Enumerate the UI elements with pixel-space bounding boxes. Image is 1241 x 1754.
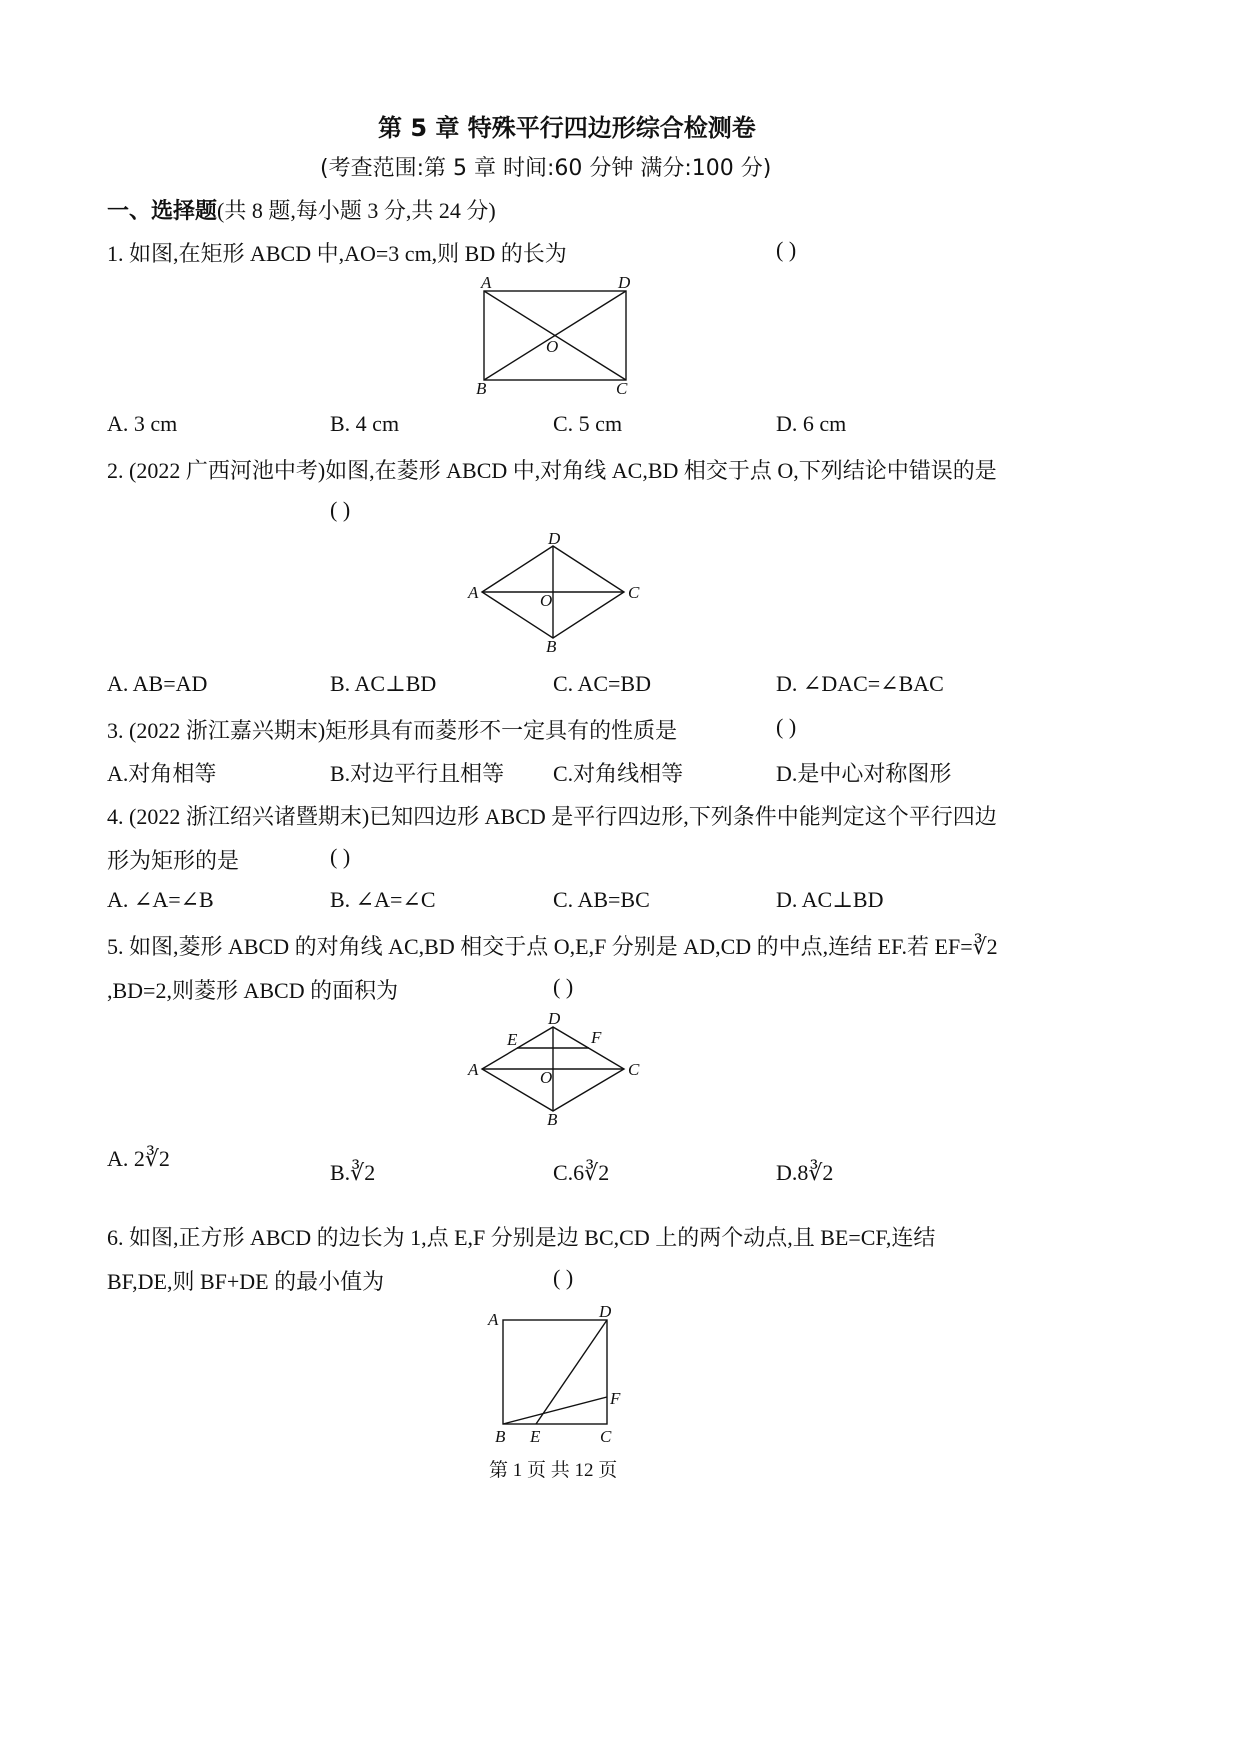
question-2-option-d: D. ∠DAC=∠BAC <box>776 671 944 696</box>
question-5-option-c: C.6∛2 <box>553 1160 610 1185</box>
question-5-option-b: B.∛2 <box>330 1160 376 1185</box>
label-o: O <box>540 1068 553 1087</box>
question-2-text: 2. (2022 广西河池中考)如图,在菱形 ABCD 中,对角线 AC,BD 相交于点 O,下列结论中错误的是 <box>107 458 997 483</box>
segment-bf <box>503 1397 607 1424</box>
question-5-text: 5. 如图,菱形 ABCD 的对角线 AC,BD 相交于点 O,E,F 分别是 AD,CD 的中点,连结 EF.若 EF=∛2 <box>107 934 998 959</box>
question-3-option-b: B.对边平行且相等 <box>330 761 505 786</box>
label-o: O <box>540 591 553 610</box>
label-d: D <box>548 1009 561 1028</box>
label-c: C <box>616 379 628 398</box>
question-5-option-d: D.8∛2 <box>776 1160 834 1185</box>
label-a: A <box>481 273 492 292</box>
question-3-text: 3. (2022 浙江嘉兴期末)矩形具有而菱形不一定具有的性质是 <box>107 718 678 743</box>
label-o: O <box>546 337 559 356</box>
question-1-figure <box>470 272 645 398</box>
question-1-option-d: D. 6 cm <box>776 411 847 436</box>
label-d: D <box>599 1302 612 1321</box>
label-c: C <box>628 1060 640 1079</box>
label-c: C <box>628 583 640 602</box>
label-f: F <box>610 1389 621 1408</box>
question-2-option-b: B. AC⊥BD <box>330 671 437 696</box>
label-b: B <box>547 1110 558 1129</box>
question-1-text: 1. 如图,在矩形 ABCD 中,AO=3 cm,则 BD 的长为 <box>107 241 567 266</box>
question-2-answer-paren: ( ) <box>330 497 351 522</box>
section-heading-note: (共 8 题,每小题 3 分,共 24 分) <box>217 198 496 223</box>
page-subtitle: (考查范围:第 5 章 时间:60 分钟 满分:100 分) <box>320 156 772 181</box>
label-a: A <box>468 1060 479 1079</box>
label-a: A <box>468 583 479 602</box>
label-b: B <box>476 379 487 398</box>
label-e: E <box>530 1427 541 1446</box>
question-4-option-c: C. AB=BC <box>553 887 650 912</box>
question-3-option-a: A.对角相等 <box>107 761 217 786</box>
page-title: 第 5 章 特殊平行四边形综合检测卷 <box>378 114 756 142</box>
question-1-option-a: A. 3 cm <box>107 411 178 436</box>
question-1-option-c: C. 5 cm <box>553 411 623 436</box>
question-6-text: 6. 如图,正方形 ABCD 的边长为 1,点 E,F 分别是边 BC,CD 上的两个动点,且 BE=CF,连结 <box>107 1225 936 1250</box>
question-6-text-line2: BF,DE,则 BF+DE 的最小值为 <box>107 1269 385 1294</box>
page-footer: 第 1 页 共 12 页 <box>489 1460 618 1481</box>
question-4-option-d: D. AC⊥BD <box>776 887 884 912</box>
question-4-text: 4. (2022 浙江绍兴诸暨期末)已知四边形 ABCD 是平行四边形,下列条件中能判定这个平行四边 <box>107 804 997 829</box>
question-5-figure <box>462 1007 652 1131</box>
question-3-answer-paren: ( ) <box>776 714 797 739</box>
label-a: A <box>488 1310 499 1329</box>
question-4-option-a: A. ∠A=∠B <box>107 887 214 912</box>
question-4-answer-paren: ( ) <box>330 844 351 869</box>
segment-de <box>536 1320 607 1424</box>
section-heading <box>107 194 496 225</box>
question-1-answer-paren: ( ) <box>776 237 797 262</box>
label-b: B <box>546 637 557 654</box>
label-d: D <box>548 530 561 548</box>
question-5-answer-paren: ( ) <box>553 974 574 999</box>
question-3-option-c: C.对角线相等 <box>553 761 684 786</box>
question-2-option-c: C. AC=BD <box>553 671 651 696</box>
label-c: C <box>600 1427 612 1446</box>
label-f: F <box>591 1028 602 1047</box>
question-5-text-line2: ,BD=2,则菱形 ABCD 的面积为 <box>107 978 399 1003</box>
section-heading-title: 一、选择题 <box>107 199 218 224</box>
question-2-option-a: A. AB=AD <box>107 671 208 696</box>
question-3-option-d: D.是中心对称图形 <box>776 761 952 786</box>
label-b: B <box>495 1427 506 1446</box>
square-abcd <box>503 1320 607 1424</box>
label-d: D <box>618 273 631 292</box>
question-5-option-a: A. 2∛2 <box>107 1146 170 1171</box>
question-6-answer-paren: ( ) <box>553 1265 574 1290</box>
label-e: E <box>507 1030 518 1049</box>
question-2-figure <box>462 530 652 654</box>
question-4-option-b: B. ∠A=∠C <box>330 887 436 912</box>
question-6-figure <box>480 1300 630 1450</box>
question-4-text-line2: 形为矩形的是 <box>107 848 240 873</box>
question-1-option-b: B. 4 cm <box>330 411 400 436</box>
